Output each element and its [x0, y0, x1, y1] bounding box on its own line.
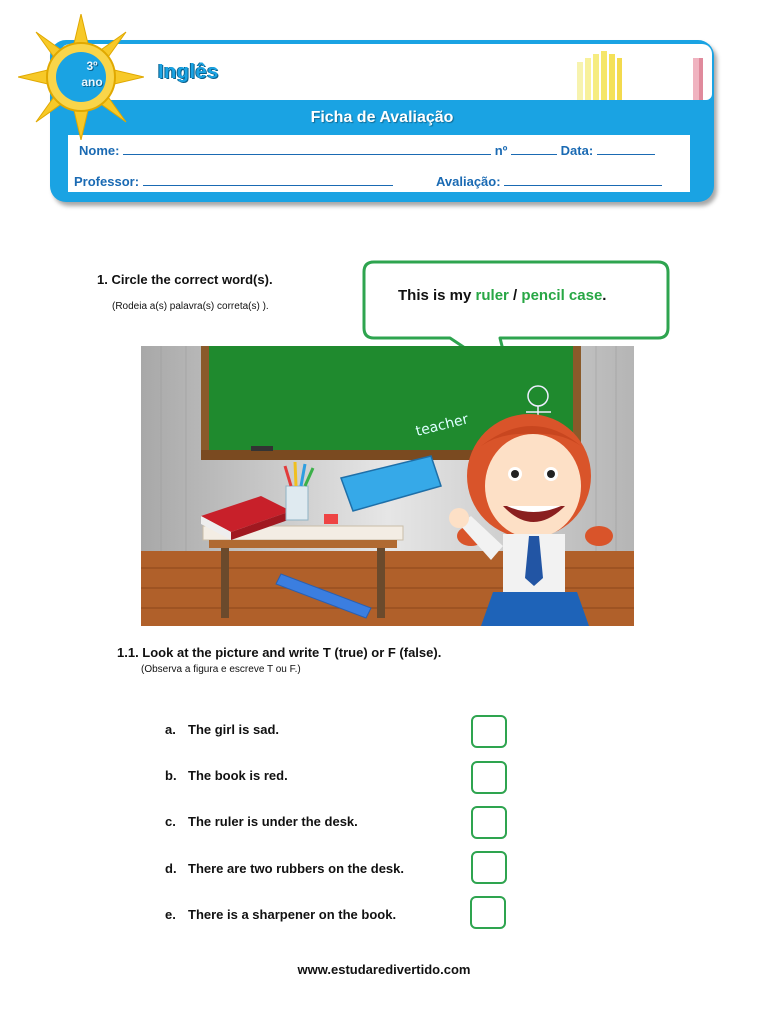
- teacher-row: [74, 173, 393, 189]
- name-label: Nome:: [79, 143, 120, 158]
- classroom-picture: [141, 346, 634, 626]
- statement-item: a. The girl is sad.: [165, 722, 280, 737]
- board-teacher-text: teacher: [414, 411, 470, 440]
- exercise1-subtitle: (Rodeia a(s) palavra(s) correta(s) ).: [112, 301, 269, 312]
- student-info-form: [68, 135, 690, 192]
- date-label: Data:: [560, 143, 594, 158]
- exercise1-1-subtitle: (Observa a figura e escreve T ou F.): [141, 664, 301, 675]
- evaluation-label: Avaliação:: [436, 174, 501, 189]
- footer-url[interactable]: www.estudaredivertido.com: [297, 962, 471, 977]
- answer-box-c[interactable]: [471, 806, 507, 839]
- bubble-sentence: This is my ruler / pencil case.: [398, 287, 607, 304]
- statement-item: c. The ruler is under the desk.: [165, 814, 358, 829]
- option-pencil-case[interactable]: pencil case: [521, 287, 603, 304]
- answer-box-d[interactable]: [471, 851, 507, 884]
- date-field[interactable]: [597, 142, 655, 155]
- statement-item: e. There is a sharpener on the book.: [165, 907, 397, 922]
- teacher-label: Professor:: [74, 174, 140, 189]
- sheet-title: Ficha de Avaliação: [310, 109, 454, 126]
- option-ruler[interactable]: ruler: [475, 287, 509, 304]
- evaluation-field[interactable]: [504, 173, 662, 186]
- number-field[interactable]: [511, 142, 557, 155]
- answer-box-e[interactable]: [470, 896, 506, 929]
- name-field[interactable]: [123, 142, 491, 155]
- pencils-decoration-icon: [575, 48, 715, 100]
- answer-box-b[interactable]: [471, 761, 507, 794]
- grade-badge-text: 3º ano: [81, 59, 103, 89]
- statement-item: d. There are two rubbers on the desk.: [165, 861, 404, 876]
- teacher-field[interactable]: [143, 173, 393, 186]
- answer-box-a[interactable]: [471, 715, 507, 748]
- subject-title: Inglês: [158, 61, 219, 83]
- exercise1-1-title: 1.1. Look at the picture and write T (true) or F (false).: [117, 645, 442, 660]
- statement-item: b. The book is red.: [165, 768, 288, 783]
- name-row: [79, 142, 655, 158]
- evaluation-row: [436, 173, 662, 189]
- exercise1-title: 1. Circle the correct word(s).: [97, 272, 273, 287]
- number-label: nº: [494, 143, 508, 158]
